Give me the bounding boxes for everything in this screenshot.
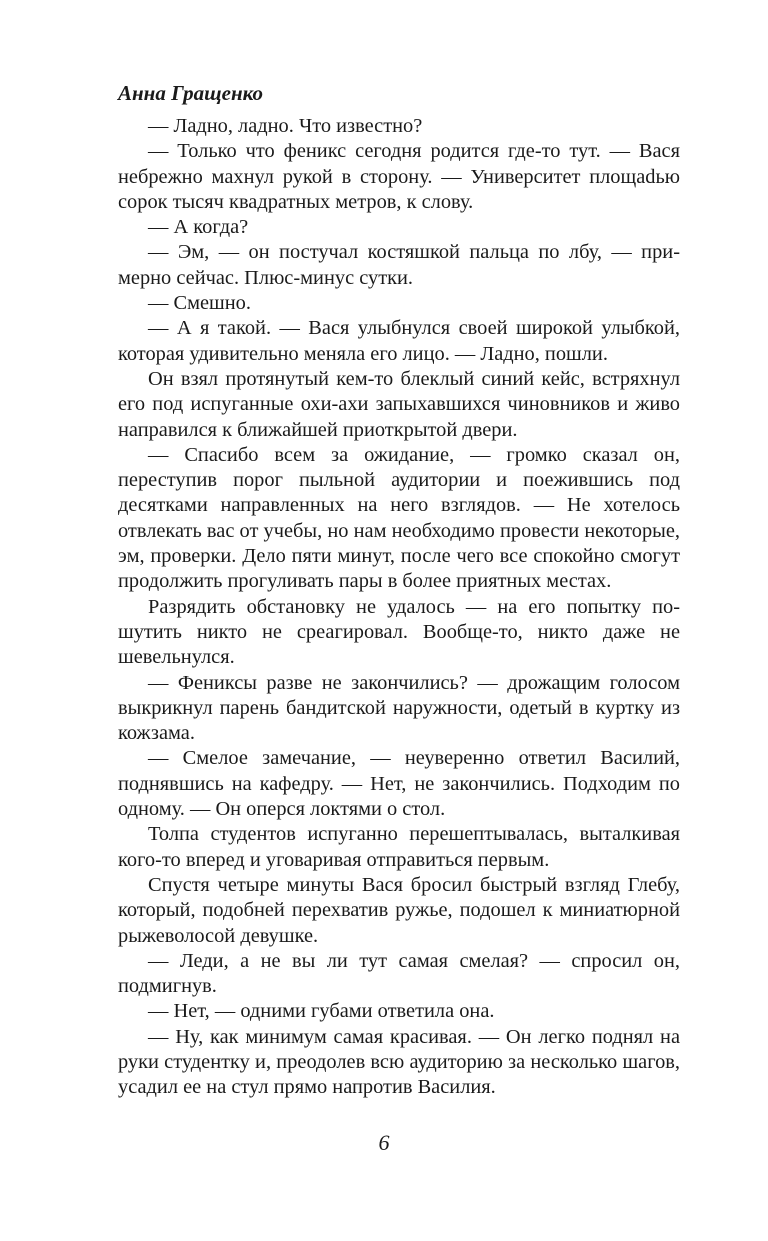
paragraph: — Нет, — одними губами ответила она.	[148, 1000, 495, 1023]
paragraph: — Леди, а не вы ли тут самая смелая? — спросил он, подмигнув.	[118, 949, 680, 998]
paragraph: — А когда?	[148, 216, 249, 239]
paragraph: — Эм, — он постучал костяшкой пальца по лбу, — примерно сейчас. Плюс-минус сутки.	[118, 241, 680, 289]
paragraph: — Спасибо всем за ожидание, — громко сказал он, переступив порог пыльной аудитории и поежившись под десятками направленных на него взглядов. — Не хотелось отвлекать вас от учебы, но нам необходимо провести некоторые, эм, проверки. Дело пяти минут, после чего все спокойно смогут продолжить прогуливать пары в более приятных местах.	[118, 443, 680, 593]
body-text	[118, 114, 680, 1101]
paragraph: Разрядить обстановку не удалось — на его попытку пошутить никто не среагировал. Вообще-то, никто даже не шевельнулся.	[118, 595, 680, 669]
paragraph: Спустя четыре минуты Вася бросил быстрый взгляд Глебу, который, подобней перехватив ружье, подошел к миниатюрной рыжеволосой девушке.	[118, 873, 680, 947]
paragraph: — Смелое замечание, — неуверенно ответил Василий, поднявшись на кафедру. — Нет, не закончились. Подходим по одному. — Он оперся локтями о стол.	[118, 747, 680, 821]
running-header-author: Анна Гращенко	[118, 81, 263, 105]
paragraph: Он взял протянутый кем-то блеклый синий кейс, встряхнул его под испуганные охи-ахи запыхавшихся чиновников и живо направился к ближайшей приоткрытой двери.	[118, 367, 680, 441]
paragraph: Толпа студентов испуганно перешептывалась, выталкивая кого-то вперед и уговаривая отправиться первым.	[118, 823, 680, 871]
page-number: 6	[378, 1130, 390, 1155]
paragraph: — Только что феникс сегодня родится где-то тут. — Вася небрежно махнул рукой в сторону. — Университет площаdью сорок тысяч квадратных метров, к слову.	[118, 140, 680, 213]
paragraph: — Ну, как минимум самая красивая. — Он легко поднял на руки студентку и, преодолев всю аудиторию за несколько шагов, усадил ее на стул прямо напротив Василия.	[118, 1025, 680, 1099]
paragraph: — А я такой. — Вася улыбнулся своей широкой улыбкой, которая удивительно меняла его лицо. — Ладно, пошли.	[118, 317, 680, 365]
paragraph: — Фениксы разве не закончились? — дрожащим голосом выкрикнул парень бандитской наружности, одетый в куртку из кожзама.	[118, 671, 680, 745]
book-page	[118, 80, 680, 1101]
paragraph: — Смешно.	[148, 292, 251, 315]
paragraph: — Ладно, ладно. Что известно?	[148, 115, 423, 137]
